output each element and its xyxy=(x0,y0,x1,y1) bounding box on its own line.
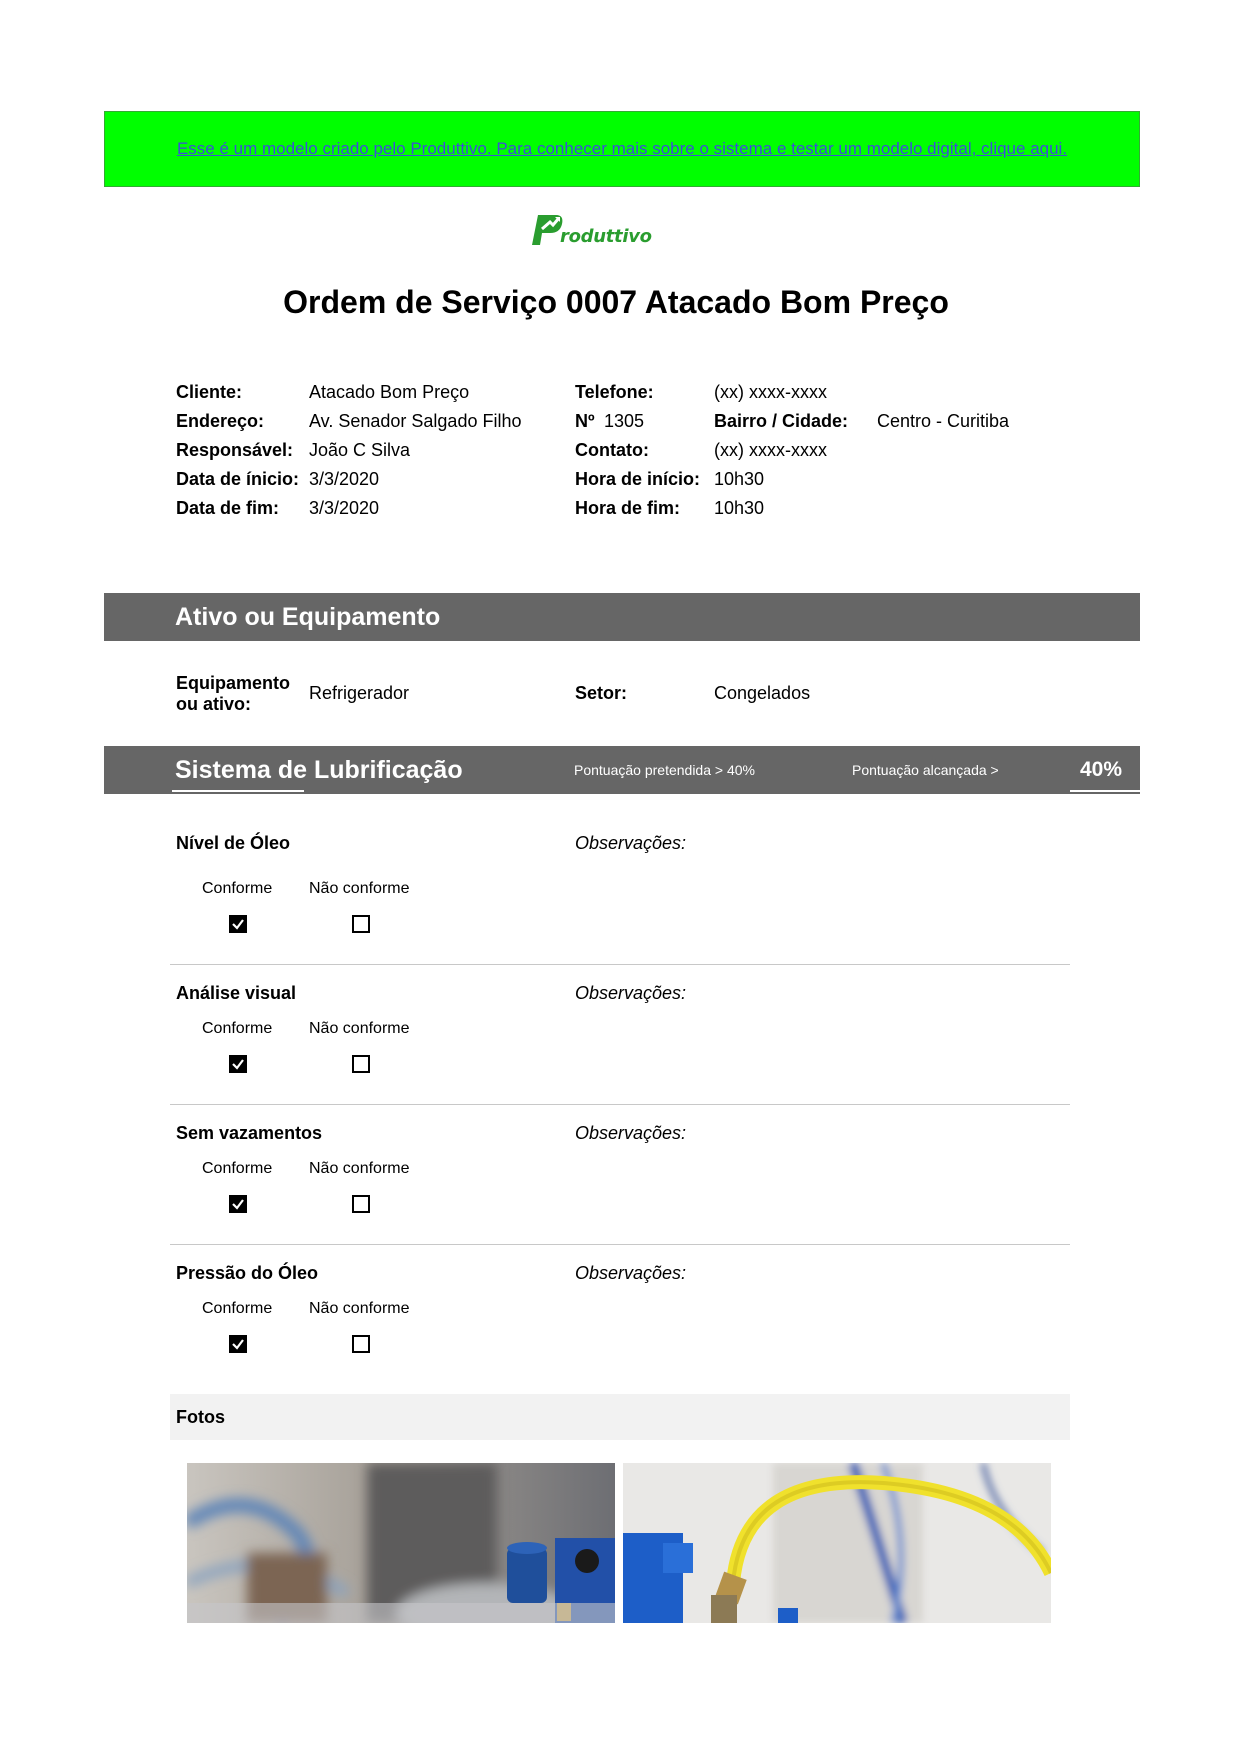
hora-fim-value: 10h30 xyxy=(714,498,765,518)
hora-inicio-label: Hora de início: xyxy=(575,469,701,489)
section-ativo-header xyxy=(104,593,1140,641)
contato-label: Contato: xyxy=(575,440,649,460)
header-underline-right xyxy=(1070,790,1140,792)
nao-conforme-label: Não conforme xyxy=(309,880,410,897)
item-divider xyxy=(170,964,1070,965)
promo-banner xyxy=(104,111,1140,187)
numero-label: Nº xyxy=(575,411,595,431)
photo-manifold xyxy=(187,1463,615,1623)
fotos-header xyxy=(170,1394,1070,1440)
hora-fim-label: Hora de fim: xyxy=(575,498,681,518)
bairro-value: Centro - Curitiba xyxy=(877,411,1010,431)
setor-label: Setor: xyxy=(575,683,628,703)
bairro-label: Bairro / Cidade: xyxy=(714,411,849,431)
telefone-value: (xx) xxxx-xxxx xyxy=(714,382,827,402)
photo-hose xyxy=(623,1463,1051,1623)
observacoes-label: Observações: xyxy=(575,1263,687,1283)
responsavel-value: João C Silva xyxy=(309,440,411,460)
produttivo-logo xyxy=(526,206,666,252)
pontuacao-pretendida: Pontuação pretendida > 40% xyxy=(574,762,755,778)
contato-value: (xx) xxxx-xxxx xyxy=(714,440,827,460)
section-lubrificacao-title: Sistema de Lubrificação xyxy=(175,756,463,784)
nao-conforme-checkbox[interactable] xyxy=(352,1055,370,1073)
telefone-label: Telefone: xyxy=(575,382,654,402)
section-ativo-title: Ativo ou Equipamento xyxy=(175,603,441,631)
conforme-checkbox[interactable] xyxy=(229,1055,247,1073)
endereco-label: Endereço: xyxy=(176,411,265,431)
equipamento-label: Equipamento ou ativo: xyxy=(176,673,291,714)
conforme-checkbox[interactable] xyxy=(229,1335,247,1353)
equipamento-value: Refrigerador xyxy=(309,683,410,703)
page-title: Ordem de Serviço 0007 Atacado Bom Preço xyxy=(283,284,949,320)
hora-inicio-value: 10h30 xyxy=(714,469,765,489)
nao-conforme-label: Não conforme xyxy=(309,1020,410,1037)
endereco-value: Av. Senador Salgado Filho xyxy=(309,411,522,431)
item-divider xyxy=(170,1244,1070,1245)
conforme-label: Conforme xyxy=(202,1300,273,1317)
logo-wordmark: roduttivo xyxy=(560,225,652,247)
conforme-label: Conforme xyxy=(202,1020,273,1037)
nao-conforme-checkbox[interactable] xyxy=(352,1195,370,1213)
nao-conforme-checkbox[interactable] xyxy=(352,915,370,933)
conforme-label: Conforme xyxy=(202,1160,273,1177)
cliente-value: Atacado Bom Preço xyxy=(309,382,470,402)
observacoes-label: Observações: xyxy=(575,983,687,1003)
setor-value: Congelados xyxy=(714,683,811,703)
data-inicio-value: 3/3/2020 xyxy=(309,469,380,489)
fotos-title: Fotos xyxy=(176,1407,225,1427)
section-lubrificacao-header xyxy=(104,746,1140,794)
data-fim-value: 3/3/2020 xyxy=(309,498,380,518)
header-underline xyxy=(172,790,304,792)
observacoes-label: Observações: xyxy=(575,833,687,853)
pontuacao-alcancada-value: 40% xyxy=(1079,758,1122,781)
data-fim-label: Data de fim: xyxy=(176,498,280,518)
item-title: Nível de Óleo xyxy=(176,833,291,853)
numero-value: 1305 xyxy=(604,411,645,431)
observacoes-label: Observações: xyxy=(575,1123,687,1143)
data-inicio-label: Data de ínicio: xyxy=(176,469,300,489)
promo-link[interactable]: Esse é um modelo criado pelo Produttivo. Para conhecer mais sobre o sistema e testar um modelo digital, clique aqui. xyxy=(176,139,1068,158)
nao-conforme-label: Não conforme xyxy=(309,1160,410,1177)
conforme-checkbox[interactable] xyxy=(229,1195,247,1213)
pontuacao-alcancada-label: Pontuação alcançada > xyxy=(852,762,999,778)
conforme-label: Conforme xyxy=(202,880,273,897)
item-title: Análise visual xyxy=(176,983,297,1003)
nao-conforme-checkbox[interactable] xyxy=(352,1335,370,1353)
conforme-checkbox[interactable] xyxy=(229,915,247,933)
item-title: Sem vazamentos xyxy=(176,1123,323,1143)
nao-conforme-label: Não conforme xyxy=(309,1300,410,1317)
item-divider xyxy=(170,1104,1070,1105)
responsavel-label: Responsável: xyxy=(176,440,294,460)
item-title: Pressão do Óleo xyxy=(176,1263,319,1283)
cliente-label: Cliente: xyxy=(176,382,243,402)
